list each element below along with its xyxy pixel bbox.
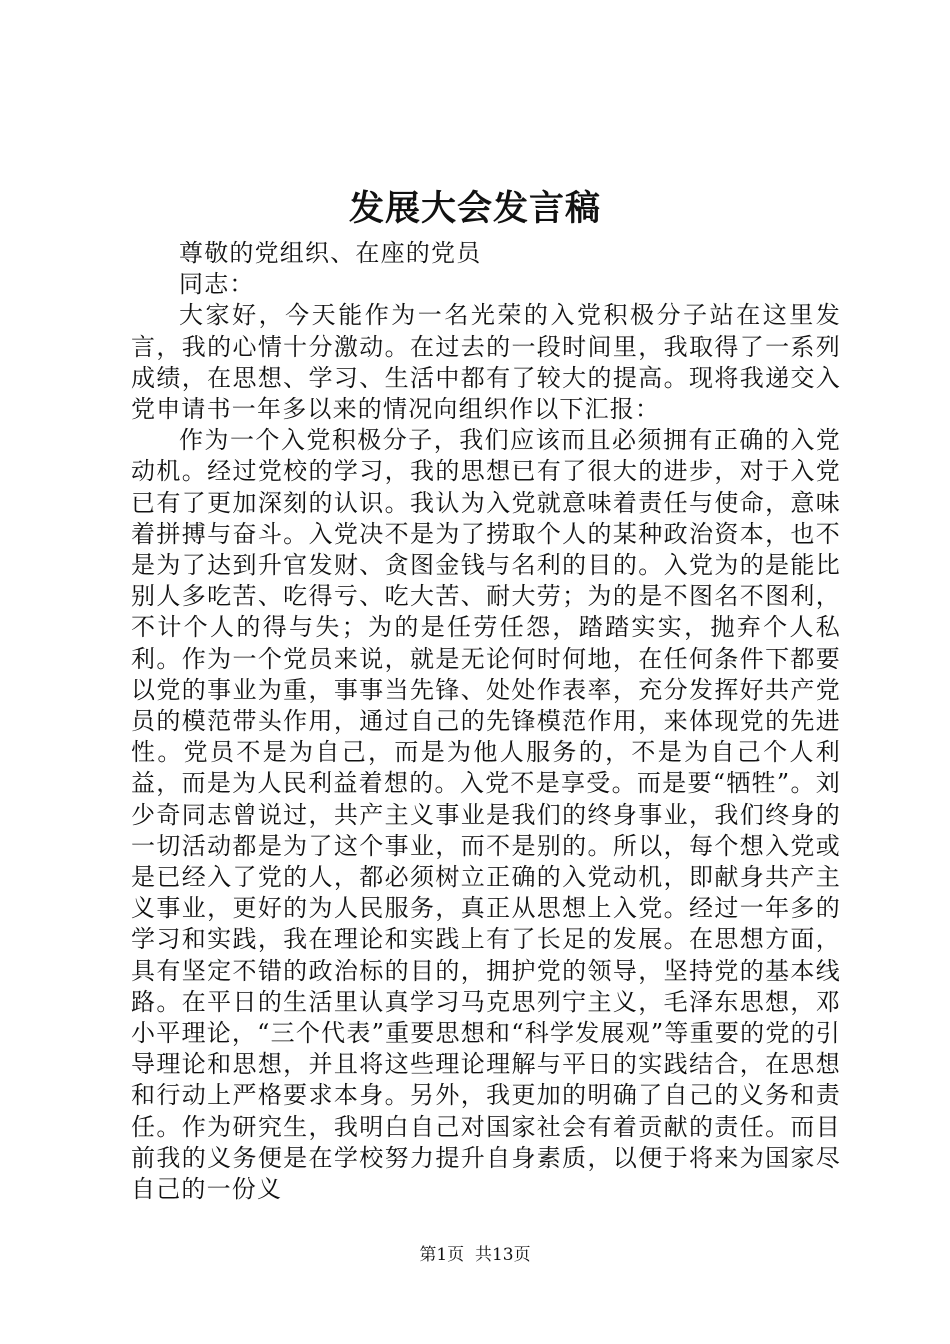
document-title: 发展大会发言稿 [348, 188, 601, 229]
salutation-line: 尊敬的党组织、在座的党员 [179, 239, 482, 267]
body-paragraph-opening: 大家好，今天能作为一名光荣的入党积极分子站在这里发言，我的心情十分激动。在过去的一段时间里，我取得了一系列成绩，在思想、学习、生活中都有了较大的提高。现将我递交入党申请书一年多以来的情况向组织作以下汇报： [131, 301, 841, 424]
page-footer [0, 1244, 950, 1266]
salutation-continuation: 同志： [179, 270, 255, 299]
page-number-label: 第1页 共13页 [419, 1245, 531, 1265]
body-paragraph-main: 作为一个入党积极分子，我们应该而且必须拥有正确的入党动机。经过党校的学习，我的思想已有了很大的进步，对于入党已有了更加深刻的认识。我认为入党就意味着责任与使命，意味着拼搏与奋斗。入党决不是为了捞取个人的某种政治资本，也不是为了达到升官发财、贪图金钱与名利的目的。入党为的是能比别人多吃苦、吃得亏、吃大苦、耐大劳；为的是不图名不图利，不计个人的得与失；为的是任劳任怨，踏踏实实，抛弃个人私利。作为一个党员来说，就是无论何时何地，在任何条件下都要以党的事业为重，事事当先锋、处处作表率，充分发挥好共产党员的模范带头作用，通过自己的先锋模范作用，来体现党的先进性。党员不是为自己，而是为他人服务的，不是为自己个人利益，而是为人民利益着想的。入党不是享受。而是要“牺牲”。刘少奇同志曾说过，共产主义事业是我们的终身事业，我们终身的一切活动都是为了这个事业，而不是别的。所以，每个想入党或是已经入了党的人，都必须树立正确的入党动机，即献身共产主义事业，更好的为人民服务，真正从思想上入党。经过一年多的学习和实践，我在理论和实践上有了长足的发展。在思想方面，具有坚定不错的政治标的目的，拥护党的领导，坚持党的基本线路。在平日的生活里认真学习马克思列宁主义，毛泽东思想，邓小平理论，“三个代表”重要思想和“科学发展观”等重要的党的引导理论和思想，并且将这些理论理解与平日的实践结合，在思想和行动上严格要求本身。另外，我更加的明确了自己的义务和责任。作为研究生，我明白自己对国家社会有着贡献的责任。而目前我的义务便是在学校努力提升自身素质，以便于将来为国家尽自己的一份义 [131, 426, 841, 1204]
document-body [131, 238, 841, 1205]
